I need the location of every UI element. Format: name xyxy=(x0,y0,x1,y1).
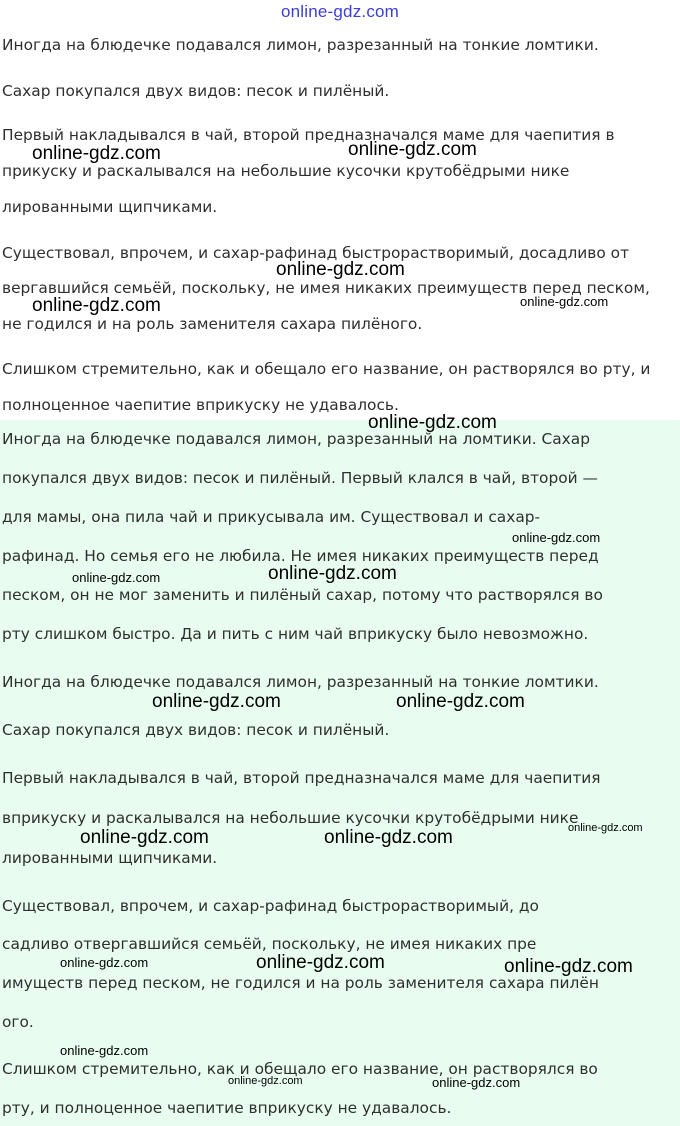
watermark: online-gdz.com xyxy=(152,691,281,712)
answer-panel xyxy=(0,420,680,1126)
text-line: Иногда на блюдечке подавался лимон, разрезанный на ломтики. Сахар xyxy=(2,430,590,448)
watermark: online-gdz.com xyxy=(324,827,453,848)
text-line: покупался двух видов: песок и пилёный. Первый клался в чай, второй — xyxy=(2,469,598,487)
watermark: online-gdz.com xyxy=(368,412,497,433)
watermark: online-gdz.com xyxy=(568,822,643,834)
watermark: online-gdz.com xyxy=(520,294,609,309)
text-line: Первый накладывался в чай, второй предназначался маме для чаепития в xyxy=(2,126,615,144)
text-line: ого. xyxy=(2,1013,34,1031)
text-line: для мамы, она пила чай и прикусывала им. Существовал и сахар- xyxy=(2,508,541,526)
watermark: online-gdz.com xyxy=(396,691,525,712)
watermark: online-gdz.com xyxy=(72,570,161,585)
text-line: Иногда на блюдечке подавался лимон, разрезанный на тонкие ломтики. xyxy=(2,36,599,54)
text-line: Первый накладывался в чай, второй предназначался маме для чаепития xyxy=(2,769,601,787)
text-line: песком, он не мог заменить и пилёный сахар, потому что растворялся во xyxy=(2,586,603,604)
watermark: online-gdz.com xyxy=(512,530,601,545)
text-line: вергавшийся семьёй, поскольку, не имея никаких преимуществ перед песком, xyxy=(2,279,650,297)
watermark: online-gdz.com xyxy=(32,143,161,164)
text-line: садливо отвергавшийся семьёй, поскольку, не имея никаких пре xyxy=(2,935,537,953)
text-line: Слишком стремительно, как и обещало его название, он растворялся во рту, и xyxy=(2,360,651,378)
text-line: Сахар покупался двух видов: песок и пилёный. xyxy=(2,721,390,739)
watermark: online-gdz.com xyxy=(348,139,477,160)
watermark: online-gdz.com xyxy=(504,956,633,977)
watermark: online-gdz.com xyxy=(228,1075,303,1087)
text-line: рту, и полноценное чаепитие вприкуску не удавалось. xyxy=(2,1099,452,1117)
text-line: вприкуску и раскалывался на небольшие кусочки крутобёдрыми нике xyxy=(2,809,579,827)
watermark: online-gdz.com xyxy=(256,952,385,973)
text-line: имуществ перед песком, не годился и на роль заменителя сахара пилён xyxy=(2,974,599,992)
text-line: прикуску и раскалывался на небольшие кусочки крутобёдрыми нике xyxy=(2,162,570,180)
text-line: рафинад. Но семья его не любила. Не имея никаких преимуществ перед xyxy=(2,547,599,565)
watermark: online-gdz.com xyxy=(60,955,149,970)
text-line: не годился и на роль заменителя сахара пилёного. xyxy=(2,315,423,333)
exercise-text-original xyxy=(0,0,680,420)
text-line: лированными щипчиками. xyxy=(2,198,218,216)
watermark: online-gdz.com xyxy=(80,827,209,848)
text-line: Существовал, впрочем, и сахар-рафинад быстрорастворимый, досадливо от xyxy=(2,244,630,262)
watermark: online-gdz.com xyxy=(60,1043,149,1058)
watermark: online-gdz.com xyxy=(32,295,161,316)
text-line: Слишком стремительно, как и обещало его название, он растворялся во xyxy=(2,1060,598,1078)
text-line: лированными щипчиками. xyxy=(2,849,218,867)
text-line: Сахар покупался двух видов: песок и пилёный. xyxy=(2,82,390,100)
text-line: Существовал, впрочем, и сахар-рафинад быстрорастворимый, до xyxy=(2,897,539,915)
watermark: online-gdz.com xyxy=(268,563,397,584)
watermark: online-gdz.com xyxy=(276,259,405,280)
site-link[interactable]: online-gdz.com xyxy=(280,2,400,21)
text-line: рту слишком быстро. Да и пить с ним чай вприкуску было невозможно. xyxy=(2,625,589,643)
text-line: полноценное чаепитие вприкуску не удавалось. xyxy=(2,396,399,414)
text-line: Иногда на блюдечке подавался лимон, разрезанный на тонкие ломтики. xyxy=(2,673,599,691)
watermark: online-gdz.com xyxy=(432,1075,521,1090)
